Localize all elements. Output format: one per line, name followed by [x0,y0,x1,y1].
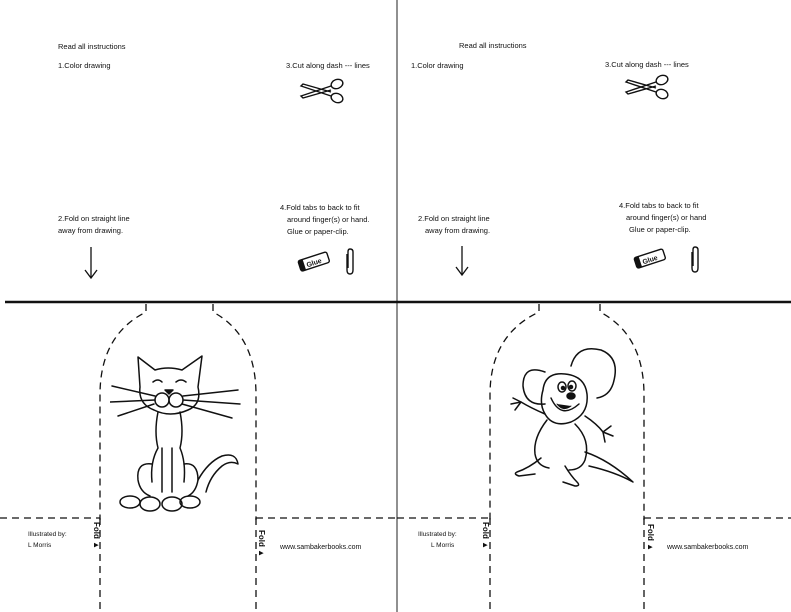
step-1-text: 1.Color drawing [58,61,111,70]
fold-label: Fold ▲ [646,524,655,552]
scissors-icon [622,72,670,102]
read-instructions: Read all instructions [459,41,527,50]
step-1-text: 1.Color drawing [411,61,464,70]
step-4-line1: 4.Fold tabs to back to fit [280,203,360,212]
step-4-line3: Glue or paper-clip. [287,227,349,236]
read-instructions: Read all instructions [58,42,126,51]
glue-label: Glue [305,257,323,270]
illustrator-label: Illustrated by: [418,531,457,538]
step-4-line3: Glue or paper-clip. [629,225,691,234]
step-2-line1: 2.Fold on straight line [58,214,130,223]
step-4-line2: around finger(s) or hand [626,213,707,222]
mouse-drawing [505,342,640,492]
paper-clip-icon [343,248,357,276]
fold-label: Fold ▲ [481,522,490,550]
glue-label: Glue [641,254,659,267]
step-4-line2: around finger(s) or hand. [287,215,370,224]
step-3-text: 3.Cut along dash --- lines [605,60,689,69]
illustrator-name: L Morris [28,542,52,549]
glue-stick-icon [296,250,332,274]
step-2-line2: away from drawing. [425,226,491,235]
cat-drawing [110,352,245,517]
website-text: www.sambakerbooks.com [667,544,749,551]
glue-stick-icon [632,247,668,271]
step-3-text: 3.Cut along dash --- lines [286,61,370,70]
step-2-line2: away from drawing. [58,226,124,235]
illustrator-name: L Morris [431,542,455,549]
scissors-icon [297,76,345,106]
fold-label: Fold ▲ [92,522,101,550]
step-4-line1: 4.Fold tabs to back to fit [619,201,699,210]
fold-label: Fold ▲ [257,530,266,558]
down-arrow-icon [456,246,468,275]
down-arrow-icon [85,247,97,278]
illustrator-label: Illustrated by: [28,531,67,538]
paper-clip-icon [688,246,702,274]
step-2-line1: 2.Fold on straight line [418,214,490,223]
website-text: www.sambakerbooks.com [280,544,362,551]
